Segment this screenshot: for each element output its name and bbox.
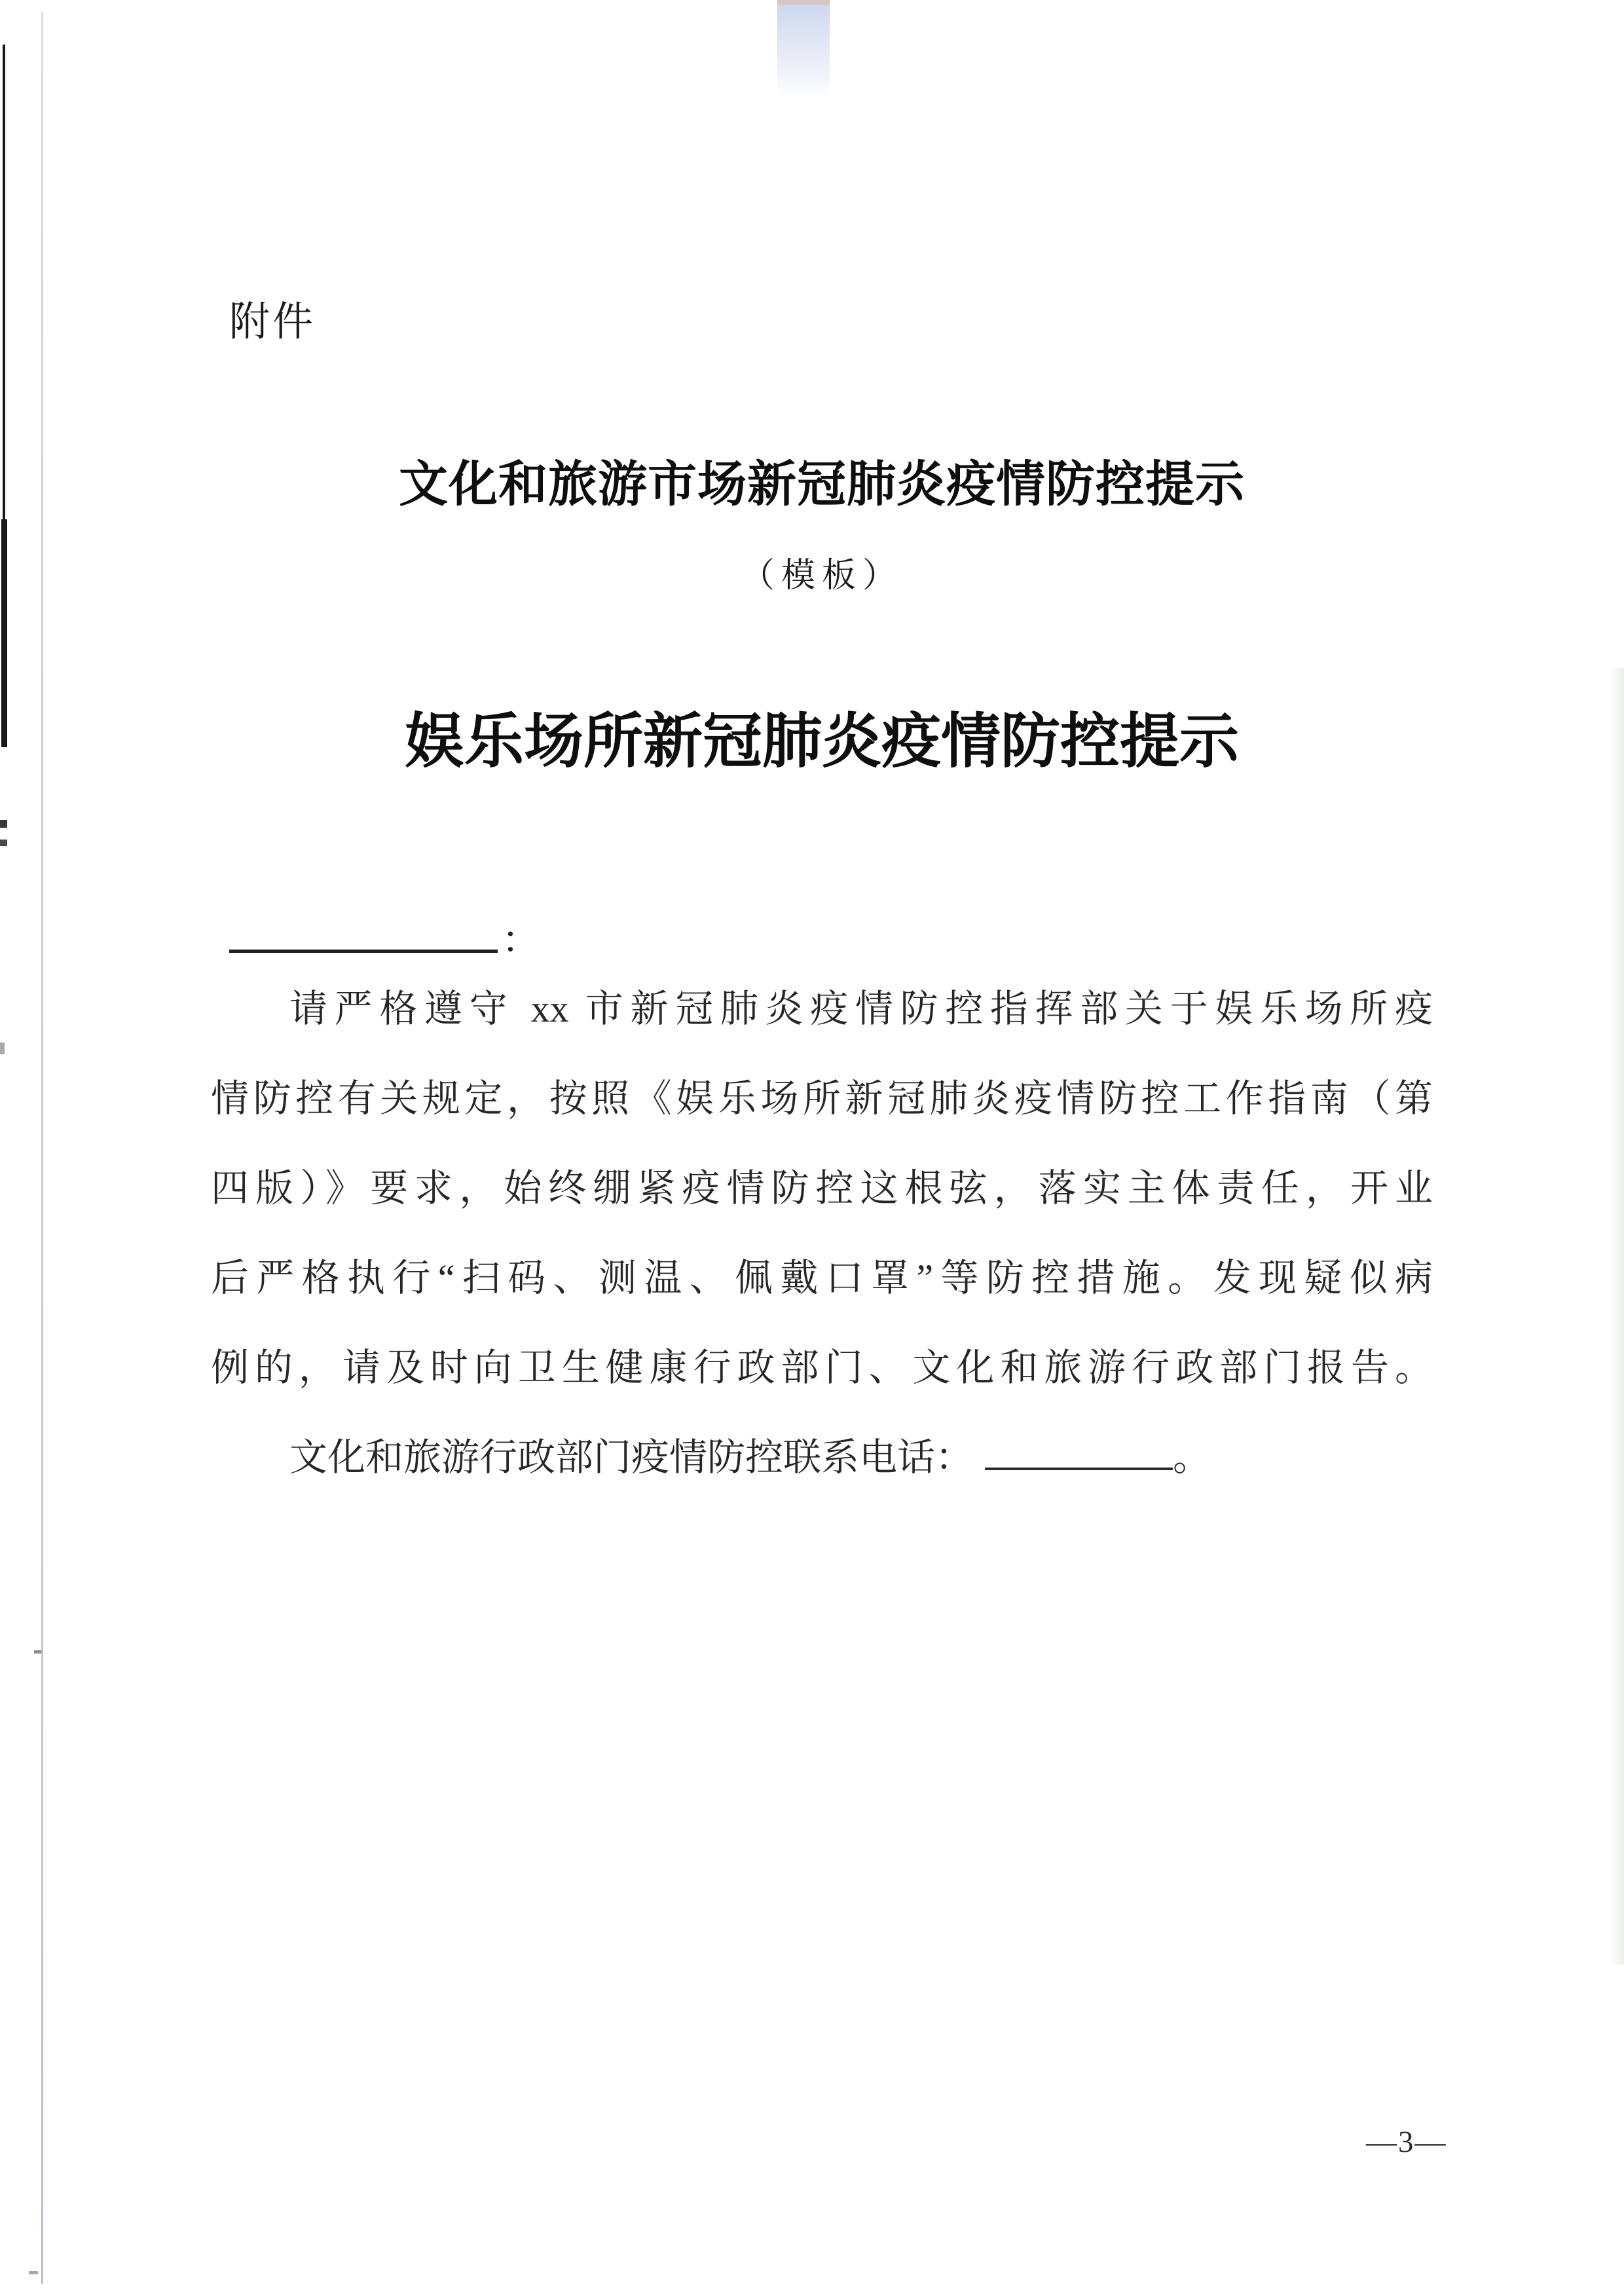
attachment-label: 附件: [229, 300, 316, 344]
template-subtitle: （模板）: [740, 557, 903, 595]
scan-dash-mark: [0, 1043, 5, 1054]
notice-title: 娱乐场所新冠肺炎疫情防控提示: [404, 709, 1239, 775]
paragraph-line: 四版）》要求，始终绷紧疫情防控这根弦，落实主体责任，开业: [211, 1167, 1433, 1210]
salutation-line: [229, 909, 540, 960]
page-number: —3—: [1366, 2125, 1447, 2159]
paragraph-line: 后严格执行“扫码、测温、佩戴口罩”等防控措施。发现疑似病: [211, 1257, 1433, 1299]
contact-line: [211, 1413, 1433, 1502]
paragraph-line: 情防控有关规定，按照《娱乐场所新冠肺炎疫情防控工作指南（第: [211, 1077, 1433, 1120]
scan-edge-line-dark-thick: [1, 519, 7, 747]
phone-blank-line: [985, 1435, 1173, 1470]
body-paragraph: [211, 964, 1433, 1502]
document-title: 文化和旅游市场新冠肺炎疫情防控提示: [398, 458, 1245, 512]
scan-dash-mark: [0, 840, 7, 846]
contact-label: 文化和旅游行政部门疫情防控联系电话：: [289, 1436, 974, 1479]
scan-dash-mark: [29, 2271, 38, 2274]
scan-edge-line-dark-thin: [3, 45, 5, 521]
paragraph-line: 请严格遵守 xx 市新冠肺炎疫情防控指挥部关于娱乐场所疫: [289, 988, 1433, 1030]
paragraph-line: 例的，请及时向卫生健康行政部门、文化和旅游行政部门报告。: [211, 1346, 1433, 1389]
scan-dash-mark: [0, 820, 7, 828]
staple-smudge: [777, 0, 830, 98]
staple-smudge-top-edge: [777, 0, 830, 5]
salutation-blank-line: [229, 909, 498, 953]
scan-right-smudge: [1608, 668, 1624, 1965]
scan-edge-line-light: [41, 12, 43, 2284]
contact-fullstop: 。: [1173, 1436, 1211, 1479]
salutation-colon: ：: [502, 919, 540, 961]
